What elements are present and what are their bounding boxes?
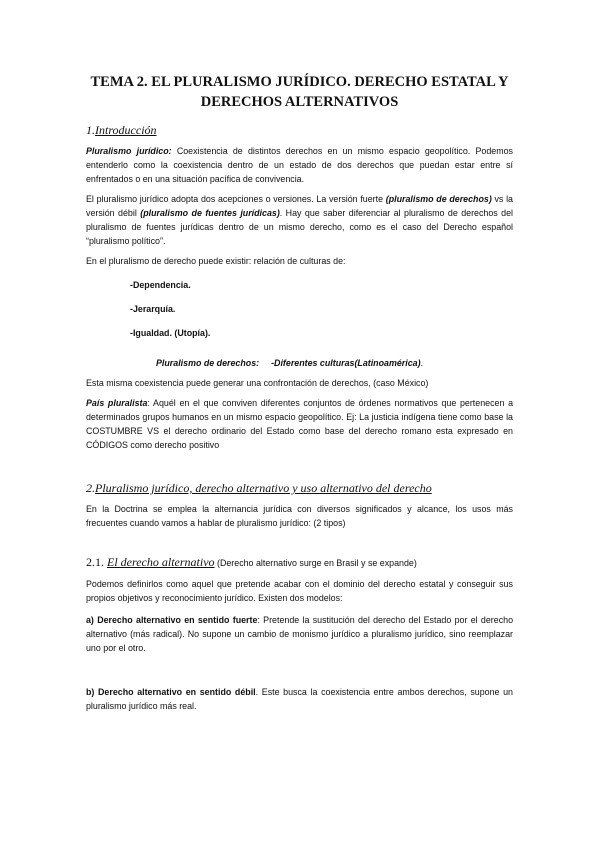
- acepciones-text-e: . Hay que saber diferenciar al pluralismo de derechos del pluralismo de fuentes jurídicas dentro de un mismo derecho, como es el caso del Derecho español “pluralismo político”.: [86, 208, 514, 246]
- section-2-1-heading: [86, 554, 513, 571]
- model-a-label: a) Derecho alternativo en sentido fuerte: [86, 615, 258, 625]
- paragraph-definirlos: Podemos definirlos como aquel que pretende acabar con el dominio del derecho estatal y conseguir sus propios objetivos y reconocimiento jurídico. Existen dos modelos:: [86, 579, 513, 603]
- pais-pluralista-text: : Aquél en el que conviven diferentes conjuntos de órdenes normativos que pertenecen a determinados grupos humanos en un mismo espacio geopolítico. Ej: La justicia indígena tiene como base la COSTUMBRE VS el derecho ordinario del Estado como base del derecho romano esta expresado en CÓDIGOS como derecho positivo: [86, 398, 514, 450]
- definition-text: Coexistencia de distintos derechos en un mismo espacio geopolítico. Podemos entenderlo como la coexistencia dentro de un estado de dos derechos que puedan estar entre sí enfrentados o en una situación pacífica de convivencia.: [86, 146, 513, 184]
- section-2-heading: [86, 480, 513, 496]
- paragraph-model-a: [86, 613, 513, 655]
- document-title: [86, 72, 513, 112]
- list-item: -Dependencia.: [130, 280, 191, 290]
- paragraph-model-b: [86, 685, 513, 713]
- acepciones-text-a: El pluralismo jurídico adopta dos acepciones o versiones. La versión fuerte: [86, 194, 386, 204]
- acepciones-weak: (pluralismo de fuentes jurídicas): [140, 208, 280, 218]
- paragraph-pais-pluralista: [86, 396, 513, 452]
- pluralismo-derechos-label: Pluralismo de derechos:: [156, 358, 260, 368]
- model-a-text: : Pretende la sustitución del derecho del Estado por el derecho alternativo (más radical). No supone un cambio de monismo jurídico a pluralismo jurídico, sino reemplazar uno por el otro.: [86, 615, 514, 653]
- diferentes-culturas: -Diferentes culturas(Latinoamérica): [271, 358, 421, 368]
- acepciones-text-c: vs la versión débil: [86, 194, 513, 218]
- culture-relations-list: [86, 278, 513, 340]
- model-b-label: b) Derecho alternativo en sentido débil: [86, 687, 256, 697]
- model-b-text: . Este busca la coexistencia entre ambos derechos, supone un pluralismo jurídico más real.: [86, 687, 513, 711]
- section-1-heading: [86, 122, 513, 138]
- section-2-1-number: 2.1.: [86, 555, 107, 569]
- acepciones-strong: (pluralismo de derechos): [385, 194, 492, 204]
- section-2-title: Pluralismo jurídico, derecho alternativo y uso alternativo del derecho: [95, 481, 432, 495]
- title-line-2: DERECHOS ALTERNATIVOS: [200, 94, 399, 110]
- term-pluralismo-juridico: Pluralismo jurídico:: [86, 146, 172, 156]
- pluralismo-derechos-line: [86, 356, 513, 370]
- paragraph-definition: [86, 144, 513, 186]
- section-1-title: Introducción: [95, 123, 157, 137]
- section-1-number: 1.: [86, 123, 95, 137]
- list-item: -Jerarquía.: [130, 304, 176, 314]
- paragraph-relacion-culturas: En el pluralismo de derecho puede existir: relación de culturas de:: [86, 256, 346, 266]
- list-item: -Igualdad. (Utopía).: [130, 328, 211, 338]
- section-2-1-title: El derecho alternativo: [107, 555, 215, 569]
- paragraph-acepciones: [86, 192, 513, 248]
- paragraph-doctrina: En la Doctrina se emplea la alternancia jurídica con diversos significados y alcance, los usos más frecuentes cuando vamos a hablar de pluralismo jurídico: (2 tipos): [86, 504, 513, 528]
- paragraph-coexistencia: Esta misma coexistencia puede generar una confrontación de derechos, (caso México): [86, 378, 429, 388]
- title-line-1: TEMA 2. EL PLURALISMO JURÍDICO. DERECHO ESTATAL Y: [90, 74, 509, 90]
- section-2-1-note: (Derecho alternativo surge en Brasil y se expande): [214, 558, 417, 568]
- section-2-number: 2.: [86, 481, 95, 495]
- term-pais-pluralista: País pluralista: [86, 398, 148, 408]
- period: .: [420, 358, 423, 368]
